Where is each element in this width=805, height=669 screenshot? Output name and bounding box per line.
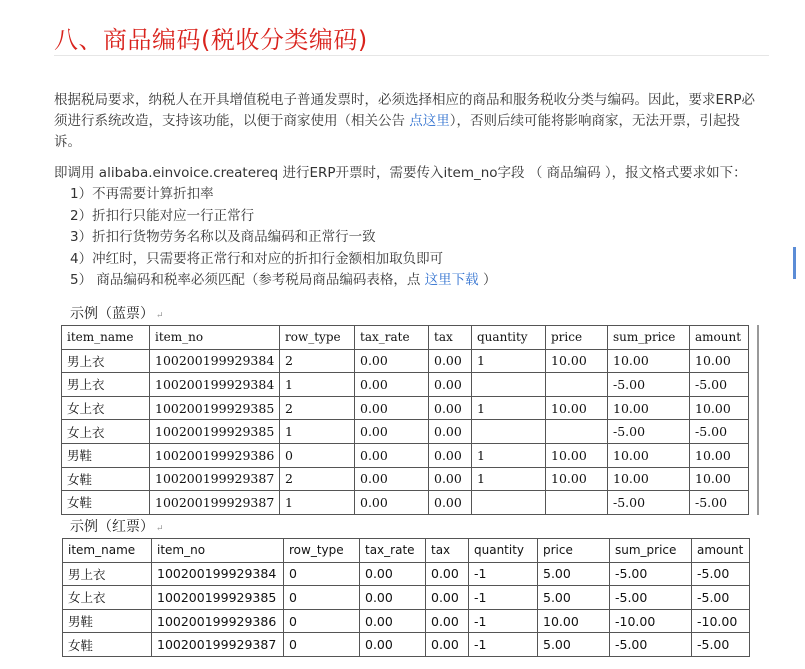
cell-item-no: 100200199929387 <box>150 491 280 515</box>
cell-tax: 0.00 <box>429 420 472 444</box>
cell-row-type: 2 <box>280 467 355 491</box>
cell-tax-rate: 0.00 <box>360 609 426 633</box>
red-header-amount: amount <box>692 539 750 563</box>
cell-amount: 10.00 <box>690 396 749 420</box>
cell-quantity: 1 <box>472 467 546 491</box>
cell-price: 5.00 <box>538 562 610 586</box>
cell-item-no: 100200199929384 <box>150 349 280 373</box>
blue-header-item-no: item_no <box>150 326 280 350</box>
cell-item-no: 100200199929387 <box>150 467 280 491</box>
cell-row-type: 1 <box>280 491 355 515</box>
cell-price: 5.00 <box>538 586 610 610</box>
cell-quantity: -1 <box>469 586 538 610</box>
cell-tax: 0.00 <box>429 443 472 467</box>
cell-item-no: 100200199929384 <box>152 562 284 586</box>
cell-price: 10.00 <box>546 467 608 491</box>
cell-price: 10.00 <box>546 349 608 373</box>
red-invoice-caption-text: 示例（红票） <box>70 519 154 535</box>
table-row <box>63 586 750 610</box>
cell-quantity <box>472 420 546 444</box>
blue-invoice-caption-text: 示例（蓝票） <box>70 306 154 322</box>
api-paragraph: 即调用 alibaba.einvoice.createreq 进行ERP开票时，需要传入item_no字段 （ 商品编码 ），报文格式要求如下： <box>54 165 747 181</box>
cell-row-type: 1 <box>280 373 355 397</box>
cell-item-name: 女鞋 <box>62 491 150 515</box>
cell-price: 5.00 <box>538 633 610 657</box>
cell-sum-price: -5.00 <box>608 491 690 515</box>
cell-tax: 0.00 <box>429 491 472 515</box>
cell-row-type: 1 <box>280 420 355 444</box>
cell-tax: 0.00 <box>429 396 472 420</box>
cell-item-name: 男鞋 <box>62 443 150 467</box>
cell-amount: -5.00 <box>690 420 749 444</box>
cell-price <box>546 373 608 397</box>
cell-price <box>546 420 608 444</box>
cell-tax: 0.00 <box>429 467 472 491</box>
blue-header-row <box>62 326 749 350</box>
blue-invoice-caption <box>70 303 164 323</box>
cell-row-type: 0 <box>280 443 355 467</box>
cell-sum-price: -5.00 <box>608 420 690 444</box>
cell-sum-price: 10.00 <box>608 467 690 491</box>
cell-price: 10.00 <box>546 443 608 467</box>
cell-tax-rate: 0.00 <box>355 491 429 515</box>
cell-tax: 0.00 <box>426 586 469 610</box>
table-row <box>62 443 749 467</box>
para1-text-after: ），否则后续可能将影响商家，无法开票，引起投诉。 <box>54 113 741 150</box>
cell-quantity: -1 <box>469 633 538 657</box>
cell-quantity: 1 <box>472 443 546 467</box>
cell-amount: 10.00 <box>690 443 749 467</box>
table-row <box>62 349 749 373</box>
blue-header-amount: amount <box>690 326 749 350</box>
cell-quantity: 1 <box>472 349 546 373</box>
cell-tax-rate: 0.00 <box>355 420 429 444</box>
cell-item-name: 男上衣 <box>63 562 152 586</box>
red-header-tax: tax <box>426 539 469 563</box>
rule-item-1: 1）不再需要计算折扣率 <box>70 186 214 202</box>
scrollbar-thumb[interactable] <box>793 247 796 279</box>
cell-tax: 0.00 <box>426 609 469 633</box>
cell-tax-rate: 0.00 <box>360 586 426 610</box>
cell-quantity <box>472 373 546 397</box>
table-row <box>63 562 750 586</box>
cell-item-no: 100200199929387 <box>152 633 284 657</box>
cell-tax-rate: 0.00 <box>355 373 429 397</box>
cell-sum-price: 10.00 <box>608 396 690 420</box>
cell-item-name: 女鞋 <box>63 633 152 657</box>
table-row <box>62 491 749 515</box>
blue-header-item-name: item_name <box>62 326 150 350</box>
cell-item-no: 100200199929385 <box>152 586 284 610</box>
table-row <box>62 396 749 420</box>
rule-item-5-end: ） <box>478 272 497 288</box>
cell-quantity: -1 <box>469 562 538 586</box>
table-row <box>63 633 750 657</box>
table-row <box>62 420 749 444</box>
blue-header-price: price <box>546 326 608 350</box>
red-header-row <box>63 539 750 563</box>
blue-header-row-type: row_type <box>280 326 355 350</box>
blue-header-tax: tax <box>429 326 472 350</box>
cell-row-type: 0 <box>284 586 360 610</box>
rule-item-2: 2）折扣行只能对应一行正常行 <box>70 207 255 224</box>
rule-item-5 <box>70 270 496 292</box>
cell-quantity: 1 <box>472 396 546 420</box>
table-frame-edge <box>757 325 759 515</box>
cell-row-type: 0 <box>284 562 360 586</box>
cell-item-name: 男上衣 <box>62 349 150 373</box>
paragraph-mark-icon: ↵ <box>156 524 164 534</box>
cell-item-name: 女上衣 <box>63 586 152 610</box>
cell-item-name: 男鞋 <box>63 609 152 633</box>
blue-invoice-table <box>61 325 749 515</box>
cell-sum-price: -5.00 <box>610 586 692 610</box>
cell-amount: -5.00 <box>692 562 750 586</box>
cell-item-name: 女上衣 <box>62 396 150 420</box>
red-header-tax-rate: tax_rate <box>360 539 426 563</box>
cell-item-no: 100200199929384 <box>150 373 280 397</box>
section-heading: 八、商品编码(税收分类编码) <box>54 26 368 54</box>
cell-sum-price: -10.00 <box>610 609 692 633</box>
cell-tax-rate: 0.00 <box>355 443 429 467</box>
cell-sum-price: 10.00 <box>608 443 690 467</box>
cell-item-name: 女上衣 <box>62 420 150 444</box>
cell-tax: 0.00 <box>426 562 469 586</box>
cell-item-name: 女鞋 <box>62 467 150 491</box>
rule-item-5-text: 5） 商品编码和税率必须匹配（参考税局商品编码表格，点 <box>70 272 425 288</box>
red-invoice-caption <box>70 516 164 536</box>
blue-header-quantity: quantity <box>472 326 546 350</box>
para1-text-before: 根据税局要求，纳税人在开具增值税电子普通发票时，必须选择相应的商品和服务税收分类与编码。因此，要求ERP必须进行系统改造，支持该功能，以便于商家使用（相关公告 <box>54 92 756 129</box>
red-invoice-table <box>62 538 750 657</box>
table-row <box>62 467 749 491</box>
cell-amount: -5.00 <box>692 586 750 610</box>
heading-divider <box>54 55 769 56</box>
cell-row-type: 0 <box>284 609 360 633</box>
blue-header-sum-price: sum_price <box>608 326 690 350</box>
red-header-price: price <box>538 539 610 563</box>
rule-item-3: 3）折扣行货物劳务名称以及商品编码和正常行一致 <box>70 229 376 245</box>
cell-row-type: 0 <box>284 633 360 657</box>
table-row <box>63 609 750 633</box>
cell-sum-price: -5.00 <box>610 562 692 586</box>
cell-sum-price: -5.00 <box>610 633 692 657</box>
red-header-item-name: item_name <box>63 539 152 563</box>
cell-amount: -5.00 <box>690 491 749 515</box>
cell-item-name: 男上衣 <box>62 373 150 397</box>
red-header-quantity: quantity <box>469 539 538 563</box>
cell-sum-price: 10.00 <box>608 349 690 373</box>
cell-tax-rate: 0.00 <box>355 396 429 420</box>
cell-tax-rate: 0.00 <box>360 633 426 657</box>
cell-amount: 10.00 <box>690 349 749 373</box>
cell-amount: 10.00 <box>690 467 749 491</box>
cell-amount: -5.00 <box>692 633 750 657</box>
blue-header-tax-rate: tax_rate <box>355 326 429 350</box>
cell-quantity: -1 <box>469 609 538 633</box>
cell-price: 10.00 <box>538 609 610 633</box>
cell-tax: 0.00 <box>426 633 469 657</box>
cell-item-no: 100200199929386 <box>152 609 284 633</box>
red-header-sum-price: sum_price <box>610 539 692 563</box>
download-link[interactable]: 这里下载 <box>424 272 479 288</box>
paragraph-mark-icon: ↵ <box>156 311 164 321</box>
cell-row-type: 2 <box>280 349 355 373</box>
announcement-link[interactable]: 点这里 <box>409 113 450 129</box>
cell-tax-rate: 0.00 <box>360 562 426 586</box>
cell-tax-rate: 0.00 <box>355 467 429 491</box>
cell-tax: 0.00 <box>429 373 472 397</box>
cell-item-no: 100200199929386 <box>150 443 280 467</box>
cell-sum-price: -5.00 <box>608 373 690 397</box>
cell-amount: -5.00 <box>690 373 749 397</box>
rules-list <box>70 184 496 292</box>
cell-item-no: 100200199929385 <box>150 420 280 444</box>
cell-tax: 0.00 <box>429 349 472 373</box>
table-row <box>62 373 749 397</box>
cell-amount: -10.00 <box>692 609 750 633</box>
requirement-paragraph <box>54 90 766 153</box>
red-header-row-type: row_type <box>284 539 360 563</box>
cell-tax-rate: 0.00 <box>355 349 429 373</box>
cell-price: 10.00 <box>546 396 608 420</box>
cell-quantity <box>472 491 546 515</box>
cell-item-no: 100200199929385 <box>150 396 280 420</box>
cell-price <box>546 491 608 515</box>
cell-row-type: 2 <box>280 396 355 420</box>
rule-item-4: 4）冲红时，只需要将正常行和对应的折扣行金额相加取负即可 <box>70 250 444 267</box>
red-header-item-no: item_no <box>152 539 284 563</box>
